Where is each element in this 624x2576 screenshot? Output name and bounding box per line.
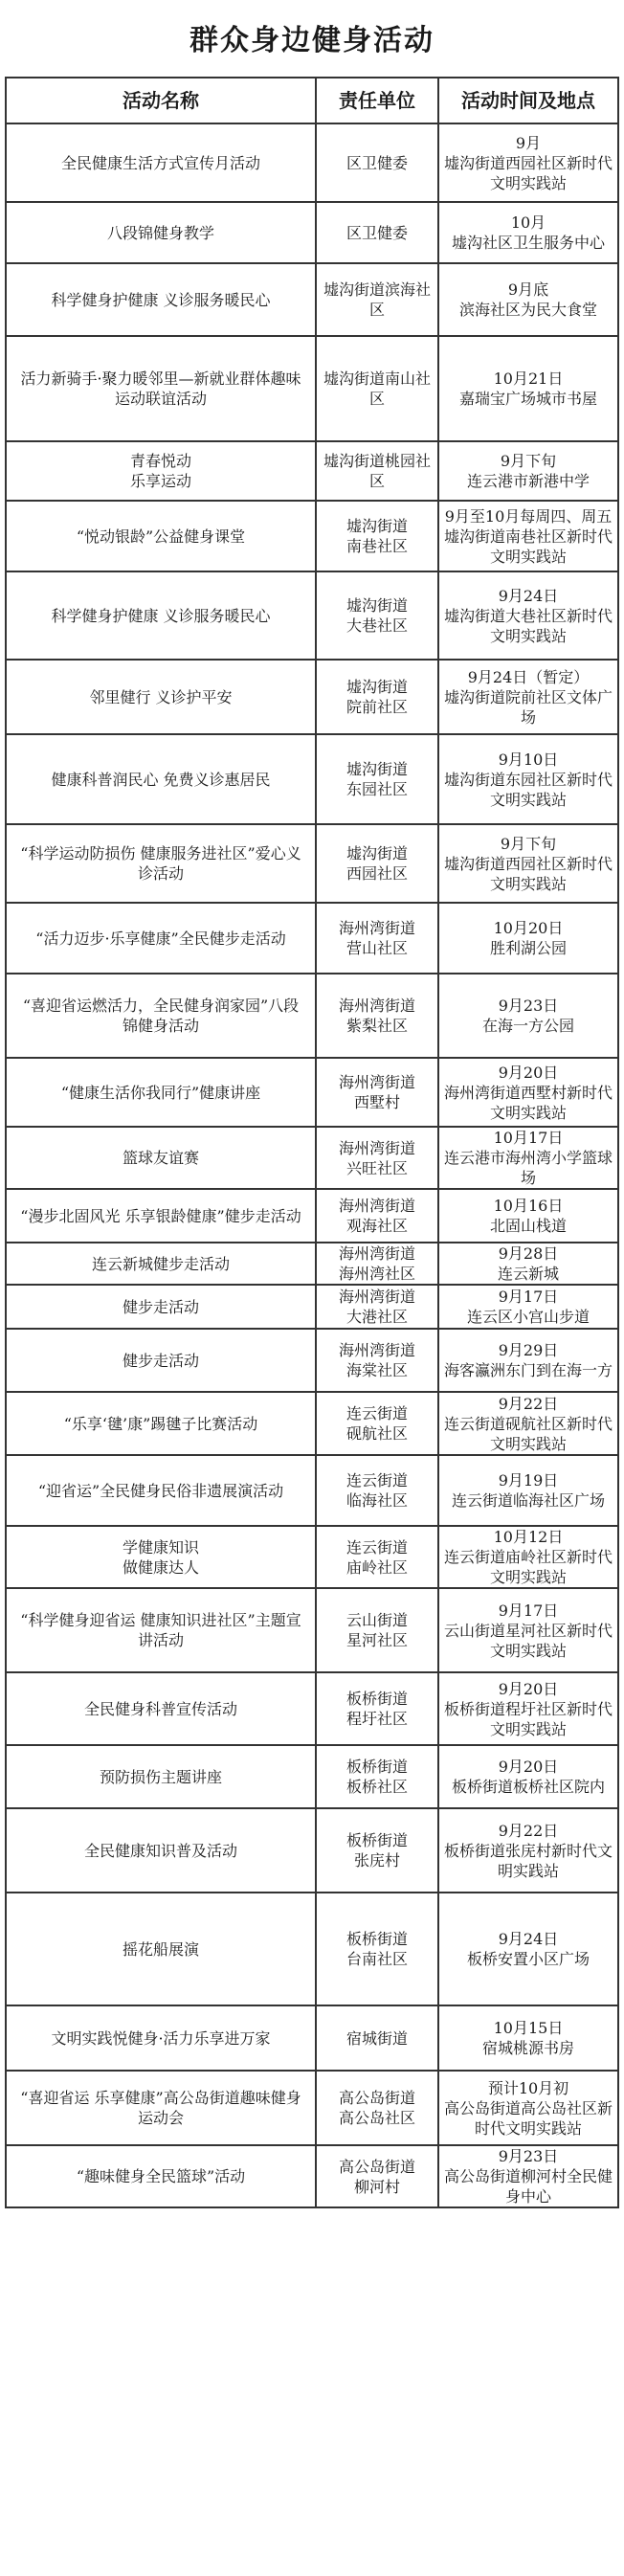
activity-name-cell: 青春悦动 乐享运动 [6, 441, 316, 501]
activity-name-cell: 科学健身护健康 义诊服务暖民心 [6, 263, 316, 336]
responsible-unit-cell: 区卫健委 [316, 123, 438, 202]
activity-name-cell: 摇花船展演 [6, 1893, 316, 2005]
responsible-unit-cell: 海州湾街道 观海社区 [316, 1189, 438, 1243]
responsible-unit-cell: 区卫健委 [316, 202, 438, 263]
responsible-unit-cell: 墟沟街道 大巷社区 [316, 571, 438, 660]
activity-name-cell: “迎省运”全民健身民俗非遗展演活动 [6, 1455, 316, 1526]
table-row [6, 1392, 618, 1455]
table-row [6, 1189, 618, 1243]
responsible-unit-cell: 连云街道 临海社区 [316, 1455, 438, 1526]
table-row [6, 441, 618, 501]
responsible-unit-cell: 高公岛街道 高公岛社区 [316, 2071, 438, 2145]
activity-name-cell: 健步走活动 [6, 1329, 316, 1392]
table-row [6, 903, 618, 974]
table-row [6, 2145, 618, 2207]
activity-name-cell: “喜迎省运 乐享健康”高公岛街道趣味健身运动会 [6, 2071, 316, 2145]
responsible-unit-cell: 墟沟街道 院前社区 [316, 660, 438, 734]
responsible-unit-cell: 板桥街道 张庑村 [316, 1808, 438, 1893]
responsible-unit-cell: 海州湾街道 大港社区 [316, 1285, 438, 1329]
activity-name-cell: “活力迈步·乐享健康”全民健步走活动 [6, 903, 316, 974]
responsible-unit-cell: 海州湾街道 兴旺社区 [316, 1127, 438, 1189]
page-title: 群众身边健身活动 [189, 24, 435, 57]
table-row [6, 571, 618, 660]
activity-name-cell: 全民健康生活方式宣传月活动 [6, 123, 316, 202]
responsible-unit-cell: 墟沟街道滨海社区 [316, 263, 438, 336]
table-row [6, 2005, 618, 2071]
responsible-unit-cell: 海州湾街道 营山社区 [316, 903, 438, 974]
time-place-cell: 9月17日 云山街道星河社区新时代文明实践站 [438, 1588, 618, 1672]
responsible-unit-cell: 板桥街道 程圩社区 [316, 1672, 438, 1745]
table-row [6, 974, 618, 1058]
responsible-unit-cell: 墟沟街道桃园社区 [316, 441, 438, 501]
activity-name-cell: “喜迎省运燃活力，全民健身润家园”八段锦健身活动 [6, 974, 316, 1058]
activity-name-cell: “乐享‘毽’康”踢毽子比赛活动 [6, 1392, 316, 1455]
responsible-unit-cell: 海州湾街道 紫梨社区 [316, 974, 438, 1058]
activity-name-cell: 全民健身科普宣传活动 [6, 1672, 316, 1745]
table-row [6, 123, 618, 202]
responsible-unit-cell: 墟沟街道 西园社区 [316, 824, 438, 903]
table-row [6, 202, 618, 263]
responsible-unit-cell: 宿城街道 [316, 2005, 438, 2071]
time-place-cell: 10月15日 宿城桃源书房 [438, 2005, 618, 2071]
time-place-cell: 9月10日 墟沟街道东园社区新时代文明实践站 [438, 734, 618, 824]
activity-name-cell: “健康生活你我同行”健康讲座 [6, 1058, 316, 1127]
activity-name-cell: 健步走活动 [6, 1285, 316, 1329]
table-row [6, 1588, 618, 1672]
time-place-cell: 9月22日 连云街道砚航社区新时代文明实践站 [438, 1392, 618, 1455]
time-place-cell: 10月16日 北固山栈道 [438, 1189, 618, 1243]
activity-table [5, 77, 619, 2208]
time-place-cell: 9月20日 海州湾街道西墅村新时代文明实践站 [438, 1058, 618, 1127]
time-place-cell: 预计10月初 高公岛街道高公岛社区新时代文明实践站 [438, 2071, 618, 2145]
activity-name-cell: 学健康知识 做健康达人 [6, 1526, 316, 1588]
time-place-cell: 9月29日 海客瀛洲东门到在海一方 [438, 1329, 618, 1392]
time-place-cell: 9月23日 在海一方公园 [438, 974, 618, 1058]
time-place-cell: 9月20日 板桥街道程圩社区新时代文明实践站 [438, 1672, 618, 1745]
time-place-cell: 9月23日 高公岛街道柳河村全民健身中心 [438, 2145, 618, 2207]
table-row [6, 1285, 618, 1329]
time-place-cell: 10月12日 连云街道庙岭社区新时代文明实践站 [438, 1526, 618, 1588]
responsible-unit-cell: 云山街道 星河社区 [316, 1588, 438, 1672]
table-row [6, 1058, 618, 1127]
table-row [6, 1808, 618, 1893]
table-row [6, 824, 618, 903]
header-time-and-place: 活动时间及地点 [438, 78, 618, 123]
time-place-cell: 9月下旬 连云港市新港中学 [438, 441, 618, 501]
table-row [6, 1893, 618, 2005]
time-place-cell: 9月20日 板桥街道板桥社区院内 [438, 1745, 618, 1808]
activity-name-cell: 全民健康知识普及活动 [6, 1808, 316, 1893]
table-header-row [6, 78, 618, 123]
table-row [6, 1127, 618, 1189]
activity-name-cell: “趣味健身全民篮球”活动 [6, 2145, 316, 2207]
responsible-unit-cell: 连云街道 庙岭社区 [316, 1526, 438, 1588]
time-place-cell: 9月24日 板桥安置小区广场 [438, 1893, 618, 2005]
time-place-cell: 10月 墟沟社区卫生服务中心 [438, 202, 618, 263]
time-place-cell: 9月至10月每周四、周五墟沟街道南巷社区新时代文明实践站 [438, 501, 618, 571]
activity-name-cell: “悦动银龄”公益健身课堂 [6, 501, 316, 571]
table-row [6, 1455, 618, 1526]
activity-name-cell: 科学健身护健康 义诊服务暖民心 [6, 571, 316, 660]
table-row [6, 1526, 618, 1588]
header-activity-name: 活动名称 [6, 78, 316, 123]
responsible-unit-cell: 海州湾街道 海棠社区 [316, 1329, 438, 1392]
responsible-unit-cell: 高公岛街道 柳河村 [316, 2145, 438, 2207]
responsible-unit-cell: 板桥街道 板桥社区 [316, 1745, 438, 1808]
table-row [6, 336, 618, 441]
table-row [6, 501, 618, 571]
time-place-cell: 9月24日 墟沟街道大巷社区新时代文明实践站 [438, 571, 618, 660]
time-place-cell: 9月28日 连云新城 [438, 1243, 618, 1285]
activity-name-cell: 篮球友谊赛 [6, 1127, 316, 1189]
table-row [6, 263, 618, 336]
responsible-unit-cell: 海州湾街道 西墅村 [316, 1058, 438, 1127]
responsible-unit-cell: 墟沟街道 东园社区 [316, 734, 438, 824]
table-row [6, 660, 618, 734]
table-row [6, 1329, 618, 1392]
time-place-cell: 9月下旬 墟沟街道西园社区新时代文明实践站 [438, 824, 618, 903]
activity-name-cell: 活力新骑手·聚力暖邻里—新就业群体趣味运动联谊活动 [6, 336, 316, 441]
table-row [6, 2071, 618, 2145]
table-row [6, 1243, 618, 1285]
responsible-unit-cell: 海州湾街道 海州湾社区 [316, 1243, 438, 1285]
activity-name-cell: 预防损伤主题讲座 [6, 1745, 316, 1808]
activity-name-cell: 文明实践悦健身·活力乐享进万家 [6, 2005, 316, 2071]
time-place-cell: 9月17日 连云区小宫山步道 [438, 1285, 618, 1329]
time-place-cell: 10月21日 嘉瑞宝广场城市书屋 [438, 336, 618, 441]
activity-name-cell: “漫步北固风光 乐享银龄健康”健步走活动 [6, 1189, 316, 1243]
time-place-cell: 10月20日 胜利湖公园 [438, 903, 618, 974]
time-place-cell: 9月19日 连云街道临海社区广场 [438, 1455, 618, 1526]
time-place-cell: 9月 墟沟街道西园社区新时代文明实践站 [438, 123, 618, 202]
responsible-unit-cell: 连云街道 砚航社区 [316, 1392, 438, 1455]
header-responsible-unit: 责任单位 [316, 78, 438, 123]
time-place-cell: 9月底 滨海社区为民大食堂 [438, 263, 618, 336]
activity-name-cell: 连云新城健步走活动 [6, 1243, 316, 1285]
table-row [6, 1672, 618, 1745]
responsible-unit-cell: 板桥街道 台南社区 [316, 1893, 438, 2005]
activity-name-cell: 八段锦健身教学 [6, 202, 316, 263]
table-row [6, 734, 618, 824]
activity-name-cell: 邻里健行 义诊护平安 [6, 660, 316, 734]
time-place-cell: 10月17日 连云港市海州湾小学篮球场 [438, 1127, 618, 1189]
table-row [6, 1745, 618, 1808]
activity-name-cell: 健康科普润民心 免费义诊惠居民 [6, 734, 316, 824]
activity-name-cell: “科学运动防损伤 健康服务进社区”爱心义诊活动 [6, 824, 316, 903]
responsible-unit-cell: 墟沟街道 南巷社区 [316, 501, 438, 571]
activity-name-cell: “科学健身迎省运 健康知识进社区”主题宣讲活动 [6, 1588, 316, 1672]
responsible-unit-cell: 墟沟街道南山社区 [316, 336, 438, 441]
time-place-cell: 9月24日（暂定） 墟沟街道院前社区文体广场 [438, 660, 618, 734]
time-place-cell: 9月22日 板桥街道张庑村新时代文明实践站 [438, 1808, 618, 1893]
